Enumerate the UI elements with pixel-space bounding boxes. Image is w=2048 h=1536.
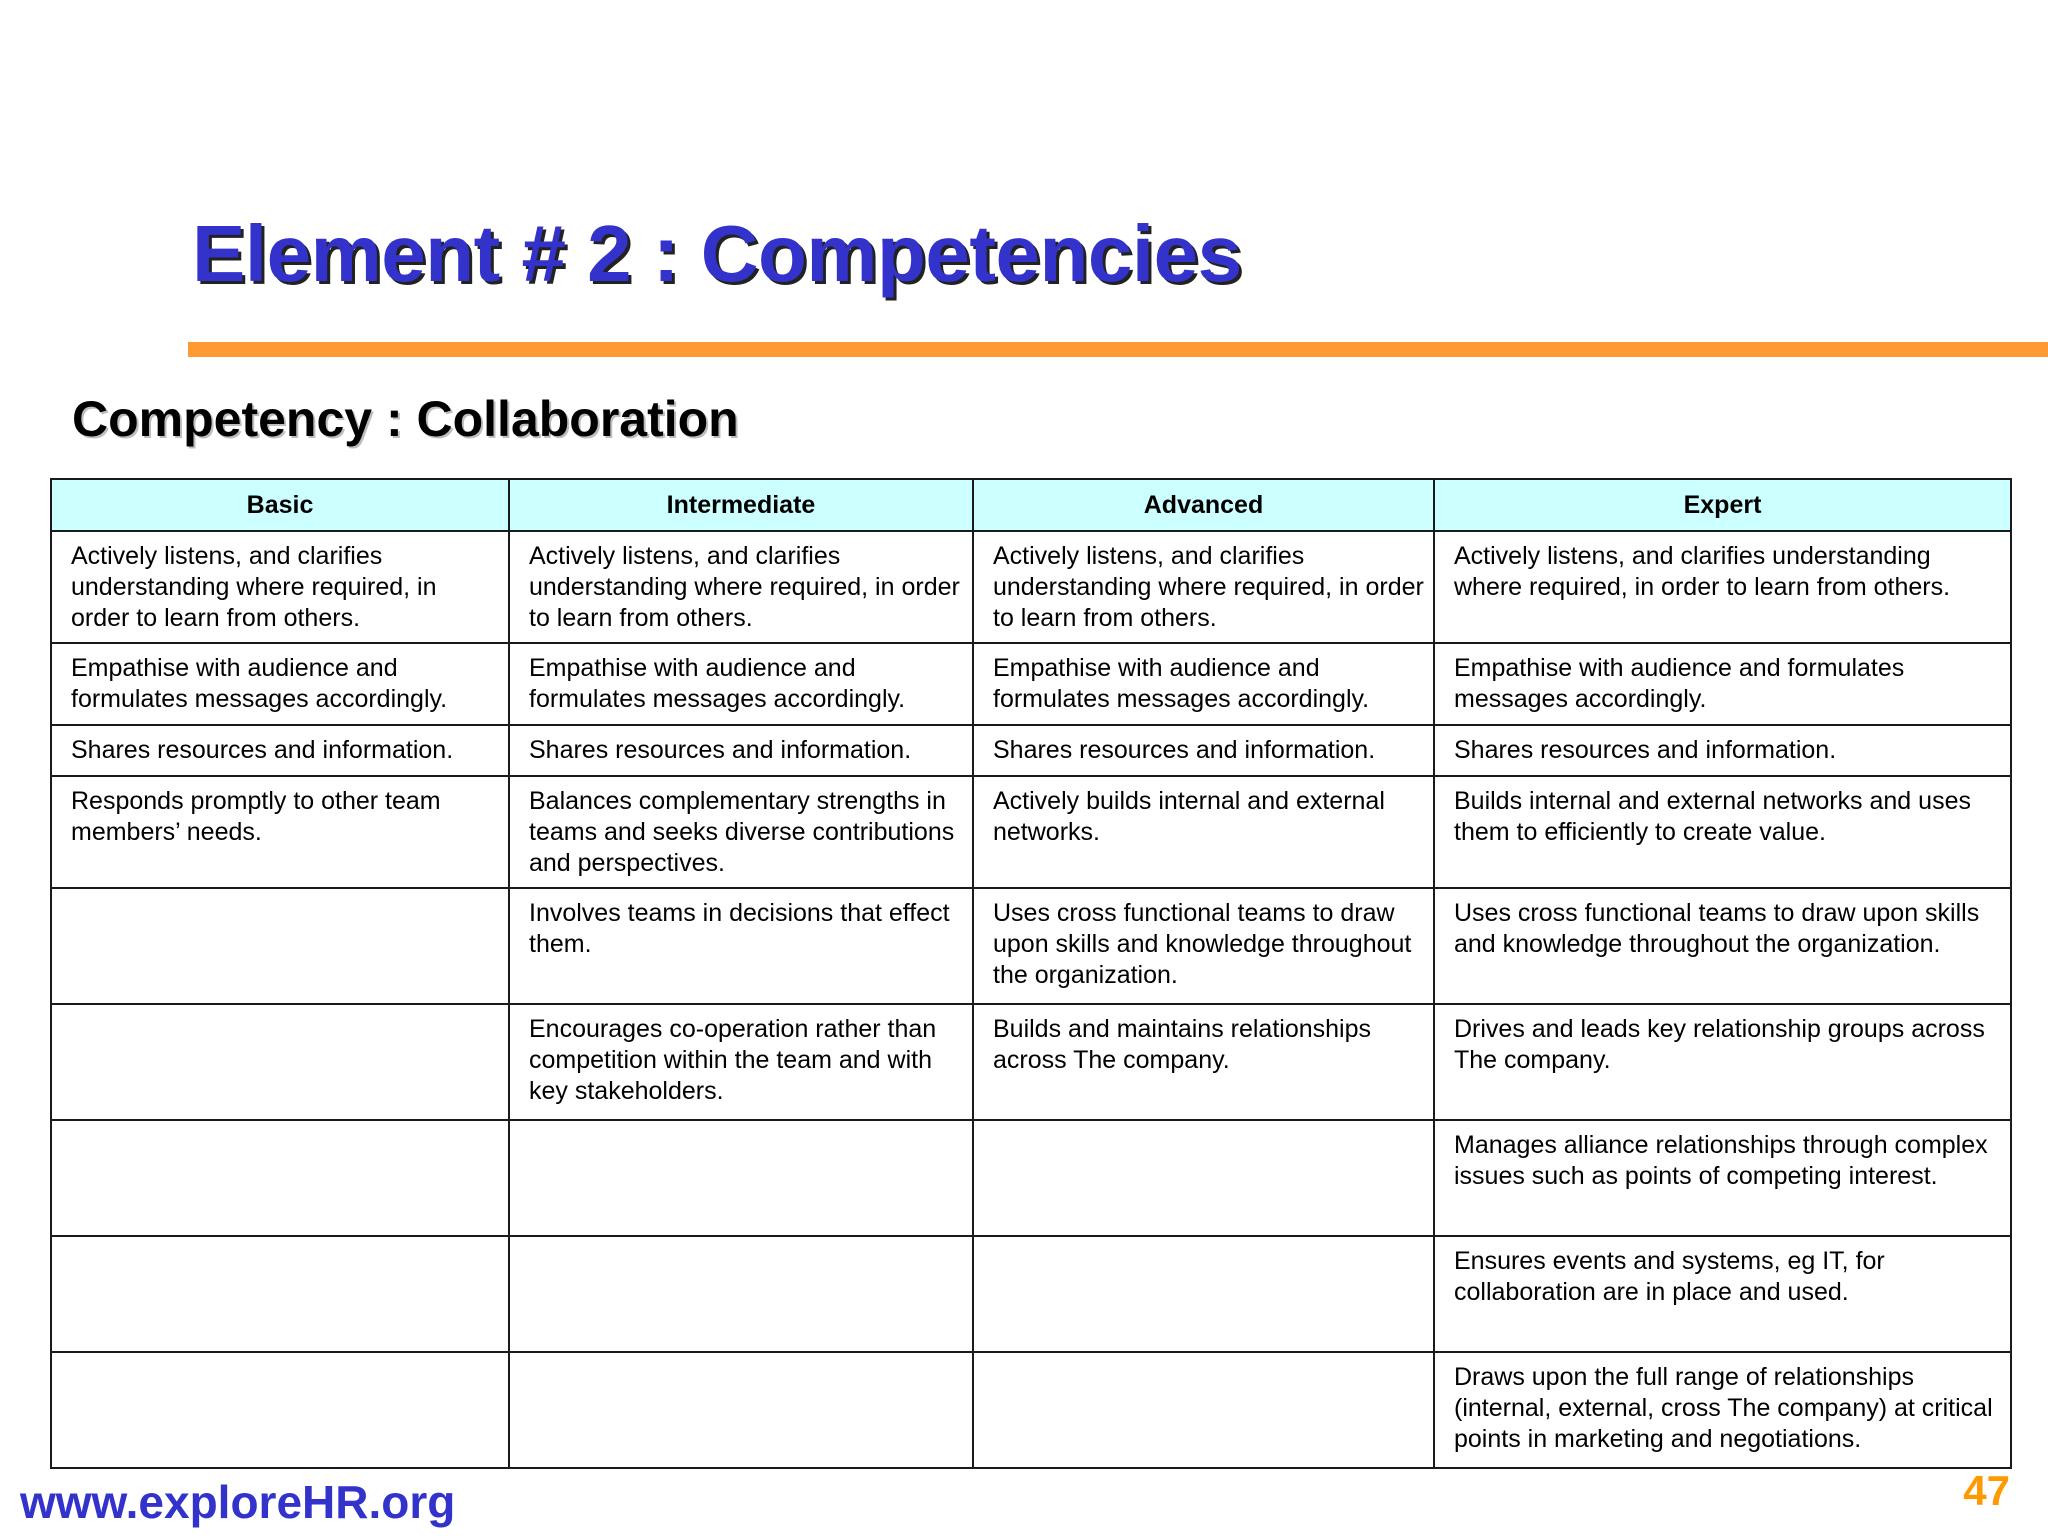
cell-expert: Actively listens, and clarifies understanding where required, in order to learn from others. <box>1434 531 2011 643</box>
table-row <box>51 643 2011 725</box>
header-row <box>51 479 2011 531</box>
cell-advanced <box>973 1352 1434 1468</box>
cell-intermediate: Balances complementary strengths in teams and seeks diverse contributions and perspectives. <box>509 776 973 888</box>
cell-advanced: Uses cross functional teams to draw upon skills and knowledge throughout the organization. <box>973 888 1434 1004</box>
cell-expert: Builds internal and external networks and uses them to efficiently to create value. <box>1434 776 2011 888</box>
cell-advanced: Empathise with audience and formulates messages accordingly. <box>973 643 1434 725</box>
cell-intermediate: Actively listens, and clarifies understanding where required, in order to learn from others. <box>509 531 973 643</box>
cell-advanced: Actively builds internal and external networks. <box>973 776 1434 888</box>
cell-intermediate <box>509 1236 973 1352</box>
table-header <box>51 479 2011 531</box>
header-intermediate: Intermediate <box>509 479 973 531</box>
cell-basic <box>51 888 509 1004</box>
cell-basic: Responds promptly to other team members’ needs. <box>51 776 509 888</box>
cell-expert: Uses cross functional teams to draw upon skills and knowledge throughout the organization. <box>1434 888 2011 1004</box>
competency-table <box>50 478 2012 1469</box>
cell-basic <box>51 1352 509 1468</box>
header-basic: Basic <box>51 479 509 531</box>
cell-basic: Shares resources and information. <box>51 725 509 776</box>
table-row <box>51 1120 2011 1236</box>
cell-expert: Empathise with audience and formulates messages accordingly. <box>1434 643 2011 725</box>
table-row <box>51 1352 2011 1468</box>
table-row <box>51 1236 2011 1352</box>
page-number: 47 <box>1963 1467 2010 1514</box>
title-underline <box>188 342 2048 357</box>
footer-website-url: www.exploreHR.org <box>20 1476 456 1528</box>
cell-advanced: Actively listens, and clarifies understanding where required, in order to learn from others. <box>973 531 1434 643</box>
cell-advanced <box>973 1236 1434 1352</box>
table-row <box>51 776 2011 888</box>
competency-subtitle: Competency : Collaboration <box>72 391 739 447</box>
table-row <box>51 531 2011 643</box>
cell-basic <box>51 1120 509 1236</box>
cell-intermediate <box>509 1352 973 1468</box>
cell-expert: Draws upon the full range of relationships (internal, external, cross The company) at critical points in marketing and negotiations. <box>1434 1352 2011 1468</box>
cell-intermediate: Shares resources and information. <box>509 725 973 776</box>
cell-expert: Manages alliance relationships through complex issues such as points of competing interest. <box>1434 1120 2011 1236</box>
table-body <box>51 531 2011 1468</box>
table-row <box>51 1004 2011 1120</box>
cell-expert: Shares resources and information. <box>1434 725 2011 776</box>
cell-expert: Drives and leads key relationship groups across The company. <box>1434 1004 2011 1120</box>
cell-basic <box>51 1004 509 1120</box>
cell-advanced <box>973 1120 1434 1236</box>
slide-title: Element # 2 : Competencies <box>192 209 1242 298</box>
cell-intermediate <box>509 1120 973 1236</box>
cell-intermediate: Empathise with audience and formulates messages accordingly. <box>509 643 973 725</box>
cell-intermediate: Involves teams in decisions that effect them. <box>509 888 973 1004</box>
cell-advanced: Shares resources and information. <box>973 725 1434 776</box>
cell-basic <box>51 1236 509 1352</box>
header-expert: Expert <box>1434 479 2011 531</box>
table-row <box>51 725 2011 776</box>
header-advanced: Advanced <box>973 479 1434 531</box>
cell-expert: Ensures events and systems, eg IT, for collaboration are in place and used. <box>1434 1236 2011 1352</box>
cell-advanced: Builds and maintains relationships across The company. <box>973 1004 1434 1120</box>
cell-basic: Actively listens, and clarifies understanding where required, in order to learn from others. <box>51 531 509 643</box>
cell-intermediate: Encourages co-operation rather than competition within the team and with key stakeholders. <box>509 1004 973 1120</box>
table-row <box>51 888 2011 1004</box>
cell-basic: Empathise with audience and formulates messages accordingly. <box>51 643 509 725</box>
